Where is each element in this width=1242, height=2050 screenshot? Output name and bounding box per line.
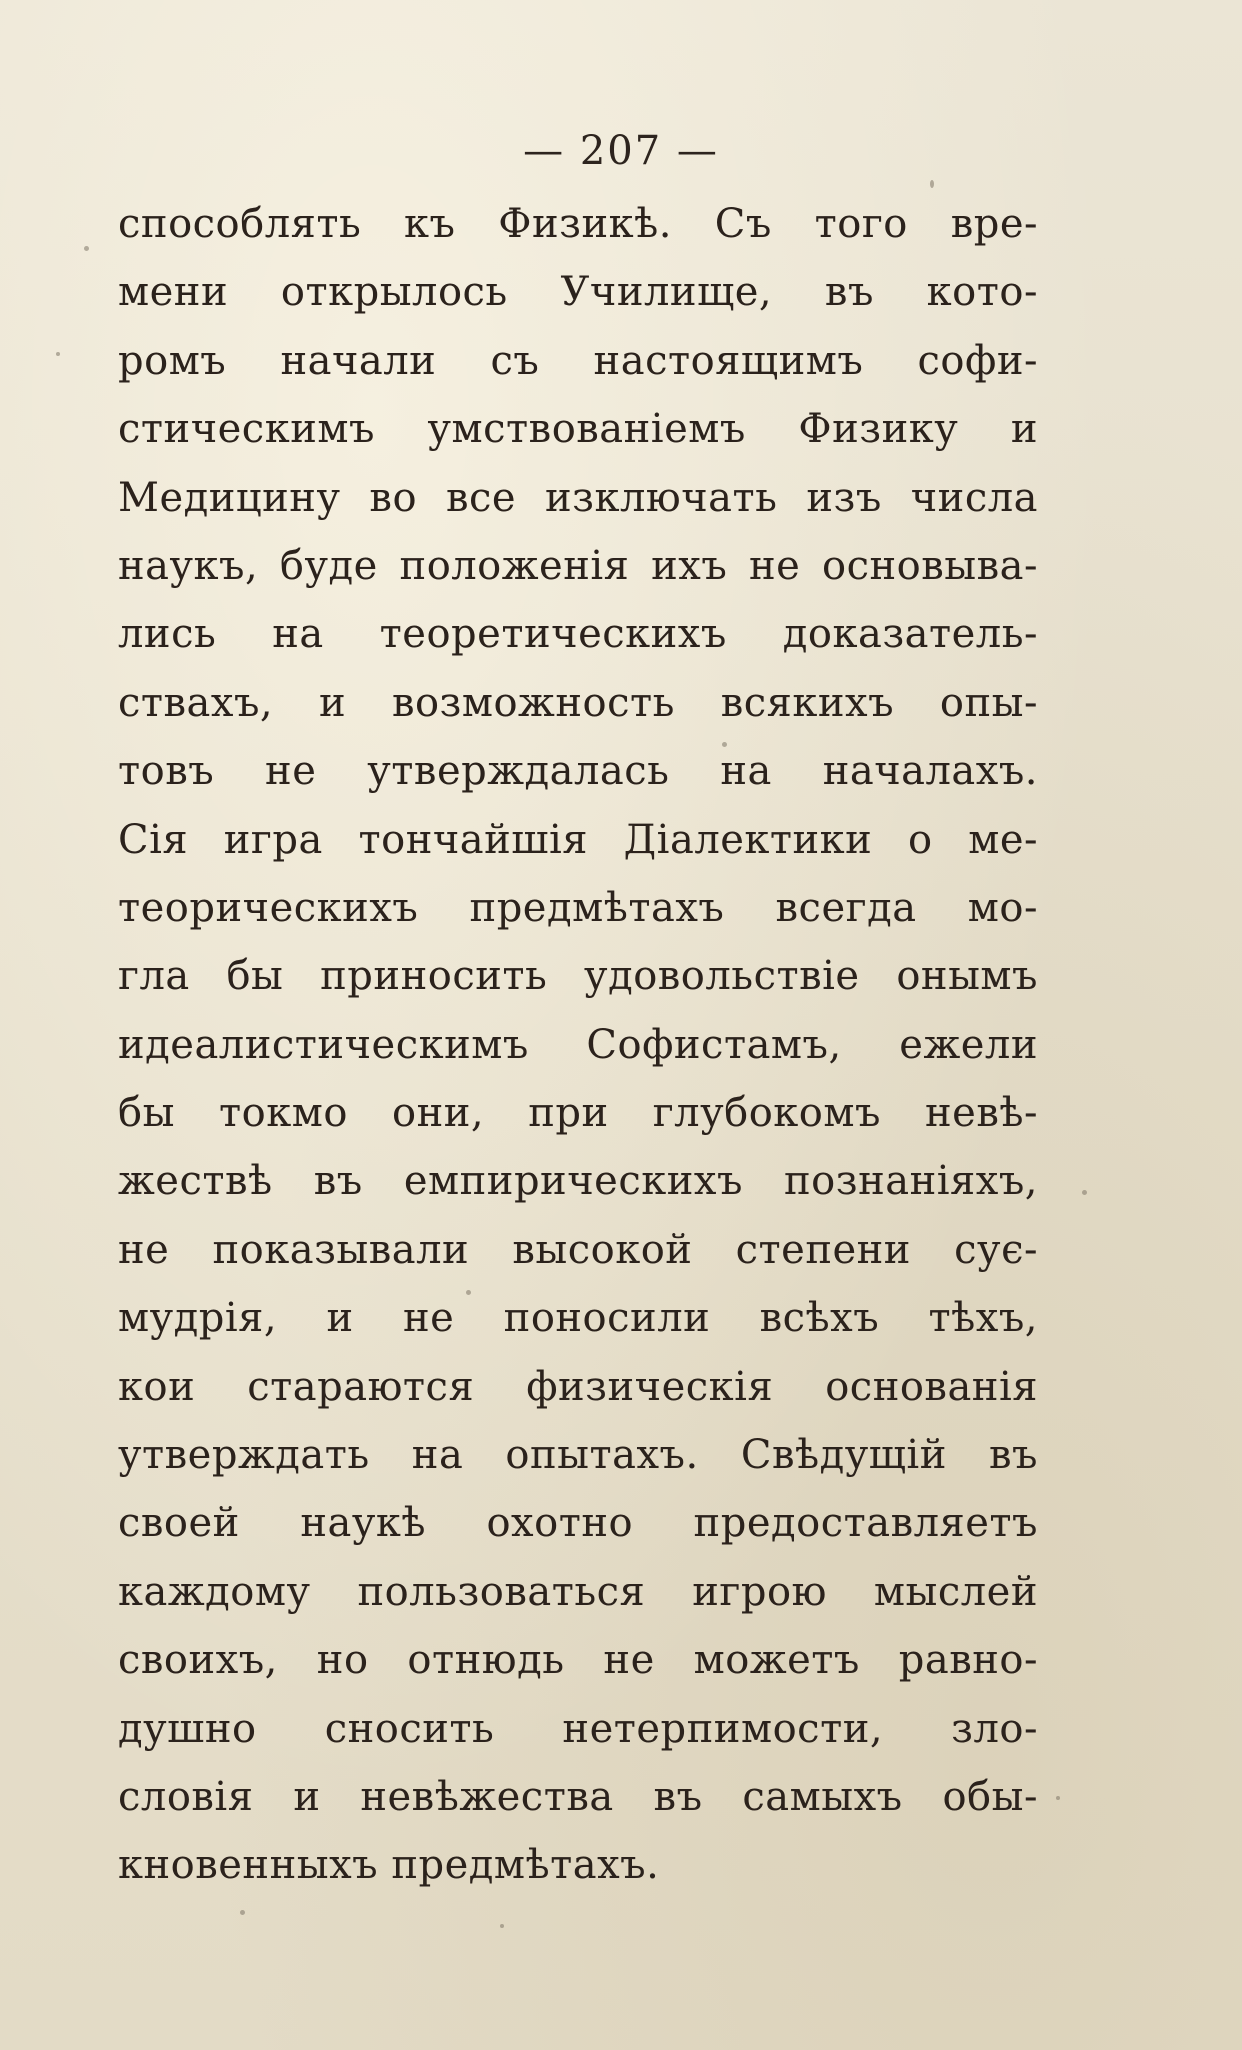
text-line: жествѣ въ емпирическихъ познаніяхъ, xyxy=(118,1158,1038,1205)
page-number: — 207 — xyxy=(523,128,719,174)
text-line: своихъ, но отнюдь не можетъ равно- xyxy=(118,1637,1038,1684)
text-line: каждому пользоваться игрою мыслей xyxy=(118,1568,1038,1615)
text-line: идеалистическимъ Софистамъ, ежели xyxy=(118,1021,1038,1068)
text-line: душно сносить нетерпимости, зло- xyxy=(118,1705,1038,1752)
text-line: не показывали высокой степени сує- xyxy=(118,1226,1038,1273)
text-line: гла бы приносить удовольствіе онымъ xyxy=(118,953,1038,1000)
paper-speck xyxy=(500,1924,504,1928)
paper-speck xyxy=(466,1290,471,1295)
paper-speck xyxy=(240,1910,245,1915)
paper-speck xyxy=(722,742,727,747)
text-line: ромъ начали съ настоящимъ софи- xyxy=(118,337,1038,384)
text-line: словія и невѣжества въ самыхъ обы- xyxy=(118,1773,1038,1820)
text-line: бы токмо они, при глубокомъ невѣ- xyxy=(118,1090,1038,1137)
text-line: ствахъ, и возможность всякихъ опы- xyxy=(118,679,1038,726)
text-line: теорическихъ предмѣтахъ всегда мо- xyxy=(118,884,1038,931)
text-line: Сія игра тончайшія Діалектики о ме- xyxy=(118,816,1038,863)
text-line: кновенныхъ предмѣтахъ. xyxy=(118,1842,660,1889)
text-line: своей наукѣ охотно предоставляетъ xyxy=(118,1500,1038,1547)
paper-speck xyxy=(1082,1190,1087,1195)
body-text xyxy=(118,190,1038,1900)
paper-speck xyxy=(84,246,89,251)
paper-speck xyxy=(930,180,934,188)
text-line: лись на теоретическихъ доказатель- xyxy=(118,611,1038,658)
paper-speck xyxy=(1056,1796,1060,1800)
text-line: товъ не утверждалась на началахъ. xyxy=(118,748,1038,795)
text-line: утверждать на опытахъ. Свѣдущій въ xyxy=(118,1432,1038,1479)
text-line: стическимъ умствованіемъ Физику и xyxy=(118,406,1038,453)
text-line: мудрія, и не поносили всѣхъ тѣхъ, xyxy=(118,1295,1038,1342)
text-line: наукъ, буде положенія ихъ не основыва- xyxy=(118,542,1038,589)
text-line: кои стараются физическія основанія xyxy=(118,1363,1038,1410)
text-line: Медицину во все изключать изъ числа xyxy=(118,474,1038,521)
text-line: способлять къ Физикѣ. Съ того вре- xyxy=(118,201,1038,247)
paper-speck xyxy=(56,352,60,356)
text-line: мени открылось Училище, въ кото- xyxy=(118,269,1038,316)
